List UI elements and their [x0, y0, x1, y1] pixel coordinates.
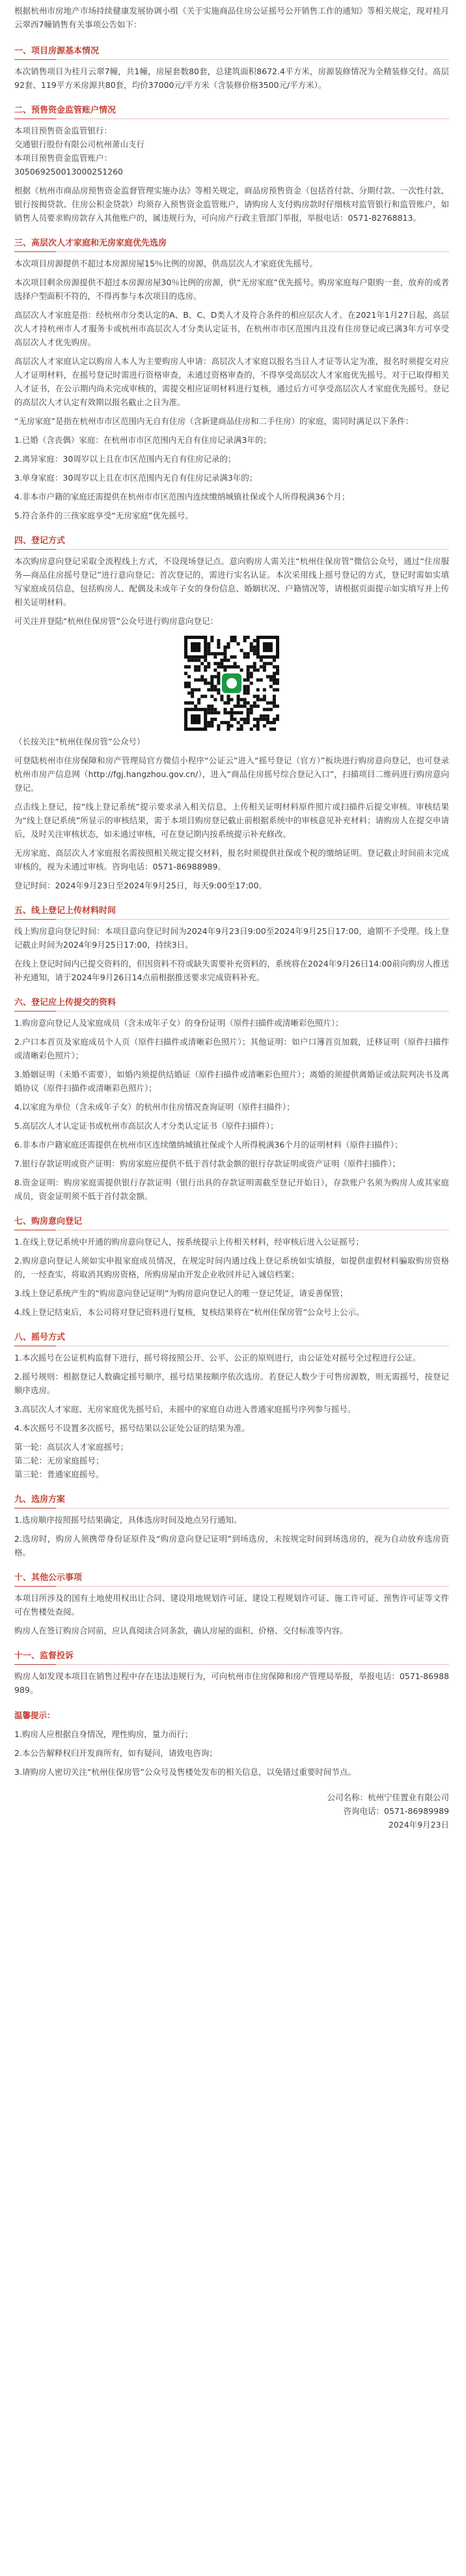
- paragraph: 1.选房顺序按照摇号结果确定，具体选房时间及地点另行通知。: [14, 1515, 242, 1525]
- section-header: [14, 104, 449, 119]
- paragraph: 1.已婚（含丧偶）家庭：在杭州市市区范围内无自有住房记录满3年的；: [14, 435, 271, 445]
- section-title: 八、摇号方式: [14, 1333, 66, 1342]
- paragraph: 1.在线上登记系统中开通的购房意向登记人，按系统提示上传相关材料，经审核后进入公证摇号；: [14, 1237, 364, 1247]
- section-header: [14, 534, 449, 550]
- paragraph: 3.单身家庭：30周岁以上且在市区范围内无自有住房记录满3年的；: [14, 473, 258, 483]
- paragraph: 5.符合条件的三孩家庭享受“无房家庭”优先摇号。: [14, 511, 193, 520]
- paragraph: 2.户口本首页及家庭成员个人页（原件扫描件或清晰彩色照片）；其他证明：如户口簿首页加载，迁移证明（原件扫描件或清晰彩色照片）；: [14, 1037, 449, 1060]
- section-header: [14, 236, 449, 252]
- paragraph: 5.高层次人才认定证书或杭州市高层次人才分类认定证书（原件扫描件）；: [14, 1121, 279, 1131]
- paragraph: 2.离异家庭：30周岁以上且在市区范围内无自有住房记录的；: [14, 454, 236, 464]
- section-divider: [14, 919, 449, 920]
- notice-block: [14, 1708, 449, 1779]
- paragraph: 2.购房意向登记人须如实申报家庭成员情况，在规定时间内通过线上登记系统如实填报，如提供虚假材料骗取购房资格的，一经查实，将取消其购房资格，所购房屋由开发企业收回并记入诚信档案；: [14, 1256, 449, 1279]
- section-title: 五、线上登记上传材料时间: [14, 906, 116, 916]
- section-title: 七、购房意向登记: [14, 1217, 83, 1226]
- paragraph: 根据《杭州市商品房预售资金监督管理实施办法》等相关规定，商品房预售资金（包括首付款、分期付款、一次性付款、银行按揭贷款、住房公积金贷款）均须存入预售资金监管账户，请购房人支付购房款时仔细核对监管银行和监管账户，如销售人员要求购房款存入其他账户的，属违规行为，可向房产行政主管部门举报，举报电话：0571-82768813。: [14, 186, 449, 223]
- notice-item: 3.请购房人密切关注“杭州住保房管”公众号及售楼处发布的相关信息，以免错过重要时间节点。: [14, 1767, 356, 1777]
- paragraph: 无房家庭、高层次人才家庭报名需按照相关规定提交材料，报名时须提供社保或个税的缴纳证明。登记截止时间前未完成审核的，视为未通过审核。咨询电话：0571-86988989。: [14, 848, 449, 871]
- paragraph: 本次销售项目为桂月云翠7幢，共1幢，房屋套数80套，总建筑面积8672.4平方米，房源装修情况为全精装修交付。高层92套、119平方米房源共80套，均价37000元/平方米（含装修价格3500元/平方米）。: [14, 66, 449, 90]
- section: [14, 1331, 449, 1481]
- qr-code-icon[interactable]: [184, 636, 279, 731]
- account-line: 本项目预售资金监管银行：: [14, 126, 113, 135]
- section: [14, 996, 449, 1203]
- paragraph: 本项目所涉及的国有土地使用权出让合同、建设用地规划许可证、建设工程规划许可证、施工许可证、预售许可证等文件可在售楼处查阅。: [14, 1593, 449, 1617]
- section-header: [14, 1331, 449, 1346]
- round-line: 第三轮：普通家庭摇号。: [14, 1469, 104, 1479]
- account-line: 交通银行股份有限公司杭州萧山支行: [14, 139, 145, 149]
- paragraph: 4.线上登记结束后，本公司将对登记资料进行复核，复核结果将在“杭州住保房管”公众号上公示。: [14, 1307, 364, 1317]
- paragraph: “无房家庭”是指在杭州市市区范围内无自有住房（含新建商品住房和二手住房）的家庭，需同时满足以下条件：: [14, 416, 413, 426]
- section: [14, 236, 449, 522]
- paragraph: 3.婚姻证明（未婚不需要），如婚内须提供结婚证（原件扫描件或清晰彩色照片）；离婚的须提供离婚证或法院判决书及离婚协议（原件扫描件或清晰彩色照片）；: [14, 1069, 449, 1093]
- paragraph: 点击线上登记，按“线上登记系统”提示要求录入相关信息，上传相关证明材料原件照片或扫描件后提交审核。审核结果为“线上登记系统”所显示的审核结果，需于本项目购房登记截止前根据系统中的审核意见补充材料；请购房人在提交申请后，及时关注审核状态，如未通过审核，可在登记期内按系统提示补充修改。: [14, 802, 449, 839]
- signoff-date: 2024年9月23日: [388, 1820, 449, 1830]
- section-divider: [14, 251, 449, 252]
- intro-paragraph: 根据杭州市房地产市场持续健康发展协调小组《关于实施商品住房公证摇号公开销售工作的通知》等相关规定，现对桂月云翠西7幢销售有关事项公告如下：: [14, 6, 449, 29]
- section-header: [14, 1571, 449, 1587]
- section-title: 十、其他公示事项: [14, 1573, 83, 1583]
- paragraph: 2.选房时，购房人须携带身份证原件及“购房意向登记证明”到场选房，未按规定时间到场选房的，视为自动放弃选房资格。: [14, 1534, 449, 1557]
- section-title: 一、项目房源基本情况: [14, 46, 100, 56]
- section-divider: [14, 59, 449, 60]
- qr-caption: （长按关注“杭州住保房管”公众号）: [14, 737, 145, 746]
- account-line: 本项目预售资金监管账户：: [14, 153, 113, 163]
- section: [14, 1571, 449, 1637]
- section-title: 九、选房方案: [14, 1495, 66, 1505]
- section-divider: [14, 1664, 449, 1665]
- section-divider: [14, 1586, 449, 1587]
- qr-code-box[interactable]: [14, 636, 449, 731]
- signoff-company: 公司名称：杭州宁佳置业有限公司: [327, 1792, 449, 1802]
- account-lines: [14, 124, 449, 178]
- section-title: 二、预售资金监管账户情况: [14, 106, 116, 115]
- section-title: 十一、监督投诉: [14, 1651, 74, 1661]
- paragraph: 线上购房意向登记时间：本项目意向登记时间为2024年9月23日9:00至2024年9月25日17:00，逾期不予受理。线上登记截止时间为2024年9月25日17:00，持续3日。: [14, 926, 449, 950]
- section-header: [14, 1649, 449, 1665]
- section: [14, 104, 449, 225]
- section: [14, 44, 449, 92]
- round-line: 第一轮：高层次人才家庭摇号；: [14, 1442, 129, 1452]
- paragraph: 4.以家庭为单位（含未成年子女）的杭州市住房情况查询证明（原件扫描件）；: [14, 1102, 295, 1112]
- paragraph: 3.线上登记系统产生的“购房意向登记证明”为购房意向登记人的唯一登记凭证，请妥善保管；: [14, 1288, 348, 1298]
- section-header: [14, 996, 449, 1012]
- signoff-block: [14, 1790, 449, 1832]
- round-line: 第二轮：无房家庭摇号；: [14, 1456, 104, 1465]
- paragraph: 可关注并登陆“杭州住保房管”公众号进行购房意向登记：: [14, 616, 218, 626]
- paragraph: 7.银行存款证明或资产证明：购房家庭应提供不低于首付款金额的银行存款证明或资产证明（原件扫描件）；: [14, 1159, 401, 1168]
- notice-item: 1.购房人应根据自身情况，理性购房，量力而行；: [14, 1729, 193, 1739]
- section-header: [14, 1215, 449, 1230]
- notice-item: 2.本公告解释权归开发商所有，如有疑问，请致电咨询；: [14, 1748, 217, 1758]
- paragraph: 在线上登记时间内已提交资料的，但因资料不符或缺失需要补充资料的，系统将在2024年9月26日14:00前向购房人推送补充通知，请于2024年9月26日14点前根据推送要求完成资料补充。: [14, 959, 449, 982]
- paragraph: 4.非本市户籍的家庭还需提供在杭州市市区范围内连续缴纳城镇社保或个人所得税满36个月；: [14, 492, 350, 502]
- section: [14, 904, 449, 984]
- paragraph: 高层次人才家庭是指：经杭州市分类认定的A、B、C、D类人才及符合条件的相应层次人才。在2021年1月27日起，高层次人才持杭州市人才服务卡或杭州市高层次人才分类认定证书，在杭州市市区范围内且没有住房登记或已满3年方可享受高层次人才优先购房。: [14, 310, 449, 347]
- signoff-phone: 咨询电话：0571-86989989: [343, 1806, 449, 1816]
- paragraph: 2.摇号规则：根据登记人数确定摇号顺序，摇号结果按顺序依次选房。若登记人数少于可售房源数，则无需摇号，按登记顺序选房。: [14, 1372, 449, 1395]
- paragraph: 1.本次摇号在公证机构监督下进行，摇号将按照公开、公平、公正的原则进行，由公证处对摇号全过程进行公证。: [14, 1353, 421, 1363]
- section: [14, 1649, 449, 1697]
- paragraph: 购房人如发现本项目在销售过程中存在违法违规行为，可向杭州市住房保障和房产管理局举报，举报电话：0571-86988989。: [14, 1671, 449, 1695]
- paragraph: 8.资金证明：购房家庭需提供银行存款证明（银行出具的存款证明需截至登记开始日），存款账户名须为购房人或其家庭成员，资金证明须不低于首付款金额。: [14, 1178, 449, 1201]
- section-header: [14, 904, 449, 920]
- paragraph: 本次项目剩余房源提供不超过本房源房屋30％比例的房源，供“无房家庭”优先摇号。购房家庭每户限购一套，放弃的或者选择户型面积不符的，不得再参与本次项目的选房。: [14, 277, 449, 301]
- section-header: [14, 44, 449, 60]
- account-line: 305069250013000251260: [14, 167, 124, 177]
- paragraph: 登记时间：2024年9月23日至2024年9月25日，每天9:00至17:00。: [14, 881, 267, 890]
- section-title: 六、登记应上传提交的资料: [14, 998, 116, 1008]
- section-divider: [14, 549, 449, 550]
- section: [14, 1493, 449, 1559]
- paragraph: 购房人在签订购房合同前，应认真阅读合同条款，确认房屋的面积、价格、交付标准等内容。: [14, 1626, 348, 1635]
- section: [14, 534, 449, 892]
- section-header: [14, 1493, 449, 1508]
- section-title: 三、高层次人才家庭和无房家庭优先选房: [14, 238, 167, 248]
- paragraph: 1.购房意向登记人及家庭成员（含未成年子女）的身份证明（原件扫描件或清晰彩色照片）；: [14, 1018, 344, 1028]
- round-lines: [14, 1440, 449, 1481]
- paragraph: 可登陆杭州市住房保障和房产管理局官方微信小程序“公证云”进入“摇号登记（官方）”板块进行购房意向登记，也可登录杭州市房产信息网（http://fgj.hangzhou.gov.cn/），进入“商品住房摇号综合登记入口”，扫描项目二维码进行购房意向登记。: [14, 756, 449, 793]
- paragraph: 本次项目房源提供不超过本房源房屋15％比例的房源，供高层次人才家庭优先摇号。: [14, 259, 318, 268]
- paragraph: 4.本次摇号不设置多次摇号，摇号结果以公证处公证的结果为准。: [14, 1423, 250, 1433]
- paragraph: 本次购房意向登记采取全流程线上方式，不设现场登记点。意向购房人需关注“杭州住保房管”微信公众号，通过“住房服务—商品住房摇号登记”进行意向登记；首次登记的，需进行实名认证。本次采用线上摇号登记的方式，登记时需如实填写家庭成员信息，包括购房人、配偶及未成年子女的身份信息、婚姻状况、户籍情况等，请根据页面提示如实填写并上传相关证明材料。: [14, 556, 449, 607]
- section-divider: [14, 1011, 449, 1012]
- paragraph: 6.非本市户籍家庭还需提供在杭州市区连续缴纳城镇社保或个人所得税满36个月的证明材料（原件扫描件）；: [14, 1140, 403, 1150]
- notice-title: 温馨提示：: [14, 1710, 55, 1720]
- section-title: 四、登记方式: [14, 536, 66, 546]
- section: [14, 1215, 449, 1319]
- spacer: [14, 178, 449, 184]
- paragraph: 3.高层次人才家庭、无房家庭优先摇号后，未摇中的家庭自动进入普通家庭摇号序列参与摇号。: [14, 1404, 356, 1414]
- paragraph: 高层次人才家庭认定以购房人本人为主要购房人申请：高层次人才家庭以报名当日人才证等认定为准，报名时须提交对应人才证明材料，在摇号登记时需进行资格审查，未通过资格审查的，不得享受高层次人才家庭优先摇号。对于已取得相关人才证书，在公示期内尚未完成审核的，需提交相应证明材料进行复核，通过后方可享受高层次人才家庭优先摇号。登记的高层次人才认定有效期以报名截止之日为准。: [14, 356, 449, 407]
